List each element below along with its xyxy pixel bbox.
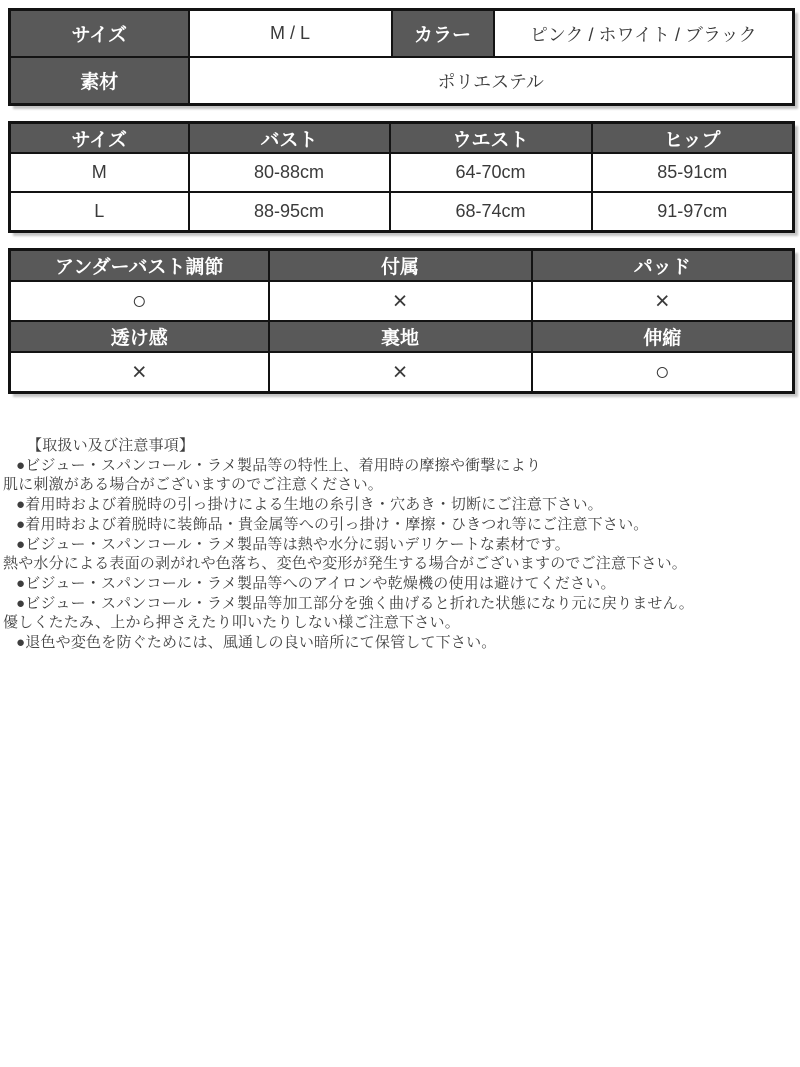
care-instruction-line: 肌に刺激がある場合がございますのでご注意ください。 bbox=[3, 476, 384, 494]
care-instruction-line: ●着用時および着脱時に装飾品・貴金属等への引っ掛け・摩擦・ひきつれ等にご注意下さい。 bbox=[16, 515, 649, 533]
care-instruction-line: ●ビジュー・スパンコール・ラメ製品等へのアイロンや乾燥機の使用は避けてください。 bbox=[16, 574, 616, 592]
care-instruction-line: ●ビジュー・スパンコール・ラメ製品等は熱や水分に弱いデリケートな素材です。 bbox=[16, 535, 570, 553]
care-instruction-line: ●ビジュー・スパンコール・ラメ製品等の特性上、着用時の摩擦や衝撃により bbox=[16, 456, 542, 474]
table-row bbox=[10, 352, 794, 393]
measurement-cell-bust: 80-88cm bbox=[189, 153, 390, 192]
care-instruction-line: 熱や水分による表面の剥がれや色落ち、変色や変形が発生する場合がございますのでご注意下さい。 bbox=[3, 555, 688, 573]
measurement-cell-hip: 91-97cm bbox=[592, 192, 794, 232]
feature-value-lining: × bbox=[269, 352, 532, 393]
measurement-cell-waist: 64-70cm bbox=[390, 153, 592, 192]
care-instruction-line: ●退色や変色を防ぐためには、風通しの良い暗所にて保管して下さい。 bbox=[16, 634, 497, 652]
features-header-row bbox=[10, 250, 794, 282]
material-value-cell: ポリエステル bbox=[189, 57, 794, 105]
measurement-cell-size: L bbox=[10, 192, 189, 232]
table-row bbox=[10, 153, 794, 192]
size-value-cell: M / L bbox=[189, 10, 392, 58]
table-row bbox=[10, 57, 794, 105]
color-value-cell: ピンク / ホワイト / ブラック bbox=[494, 10, 794, 58]
table-row bbox=[10, 281, 794, 321]
care-instruction-line: ●着用時および着脱時の引っ掛けによる生地の糸引き・穴あき・切断にご注意下さい。 bbox=[16, 496, 603, 514]
table-row bbox=[10, 192, 794, 232]
color-label-cell: カラー bbox=[392, 10, 494, 58]
material-label-cell: 素材 bbox=[10, 57, 189, 105]
feature-label-stretch: 伸縮 bbox=[532, 321, 794, 352]
feature-label-sheerness: 透け感 bbox=[10, 321, 269, 352]
feature-label-pad: パッド bbox=[532, 250, 794, 282]
measurement-cell-hip: 85-91cm bbox=[592, 153, 794, 192]
column-header-size: サイズ bbox=[10, 123, 189, 154]
measurement-cell-size: M bbox=[10, 153, 189, 192]
measurements-table bbox=[8, 121, 795, 233]
size-color-material-table bbox=[8, 8, 795, 106]
features-table bbox=[8, 248, 795, 394]
care-instructions bbox=[3, 436, 794, 653]
measurements-header-row bbox=[10, 123, 794, 154]
feature-label-lining: 裏地 bbox=[269, 321, 532, 352]
measurement-cell-waist: 68-74cm bbox=[390, 192, 592, 232]
feature-value-pad: × bbox=[532, 281, 794, 321]
care-instruction-line: 優しくたたみ、上から押さえたり叩いたりしない様ご注意下さい。 bbox=[3, 614, 460, 632]
column-header-hip: ヒップ bbox=[592, 123, 794, 154]
feature-label-accessories: 付属 bbox=[269, 250, 532, 282]
feature-value-sheerness: × bbox=[10, 352, 269, 393]
measurement-cell-bust: 88-95cm bbox=[189, 192, 390, 232]
feature-value-accessories: × bbox=[269, 281, 532, 321]
care-instructions-title: 【取扱い及び注意事項】 bbox=[27, 437, 195, 454]
table-row bbox=[10, 10, 794, 58]
feature-value-stretch: ○ bbox=[532, 352, 794, 393]
features-header-row bbox=[10, 321, 794, 352]
column-header-waist: ウエスト bbox=[390, 123, 592, 154]
size-label-cell: サイズ bbox=[10, 10, 189, 58]
feature-label-underbust-adjust: アンダーバスト調節 bbox=[10, 250, 269, 282]
feature-value-underbust-adjust: ○ bbox=[10, 281, 269, 321]
care-instruction-line: ●ビジュー・スパンコール・ラメ製品等加工部分を強く曲げると折れた状態になり元に戻りません。 bbox=[16, 594, 694, 612]
column-header-bust: バスト bbox=[189, 123, 390, 154]
